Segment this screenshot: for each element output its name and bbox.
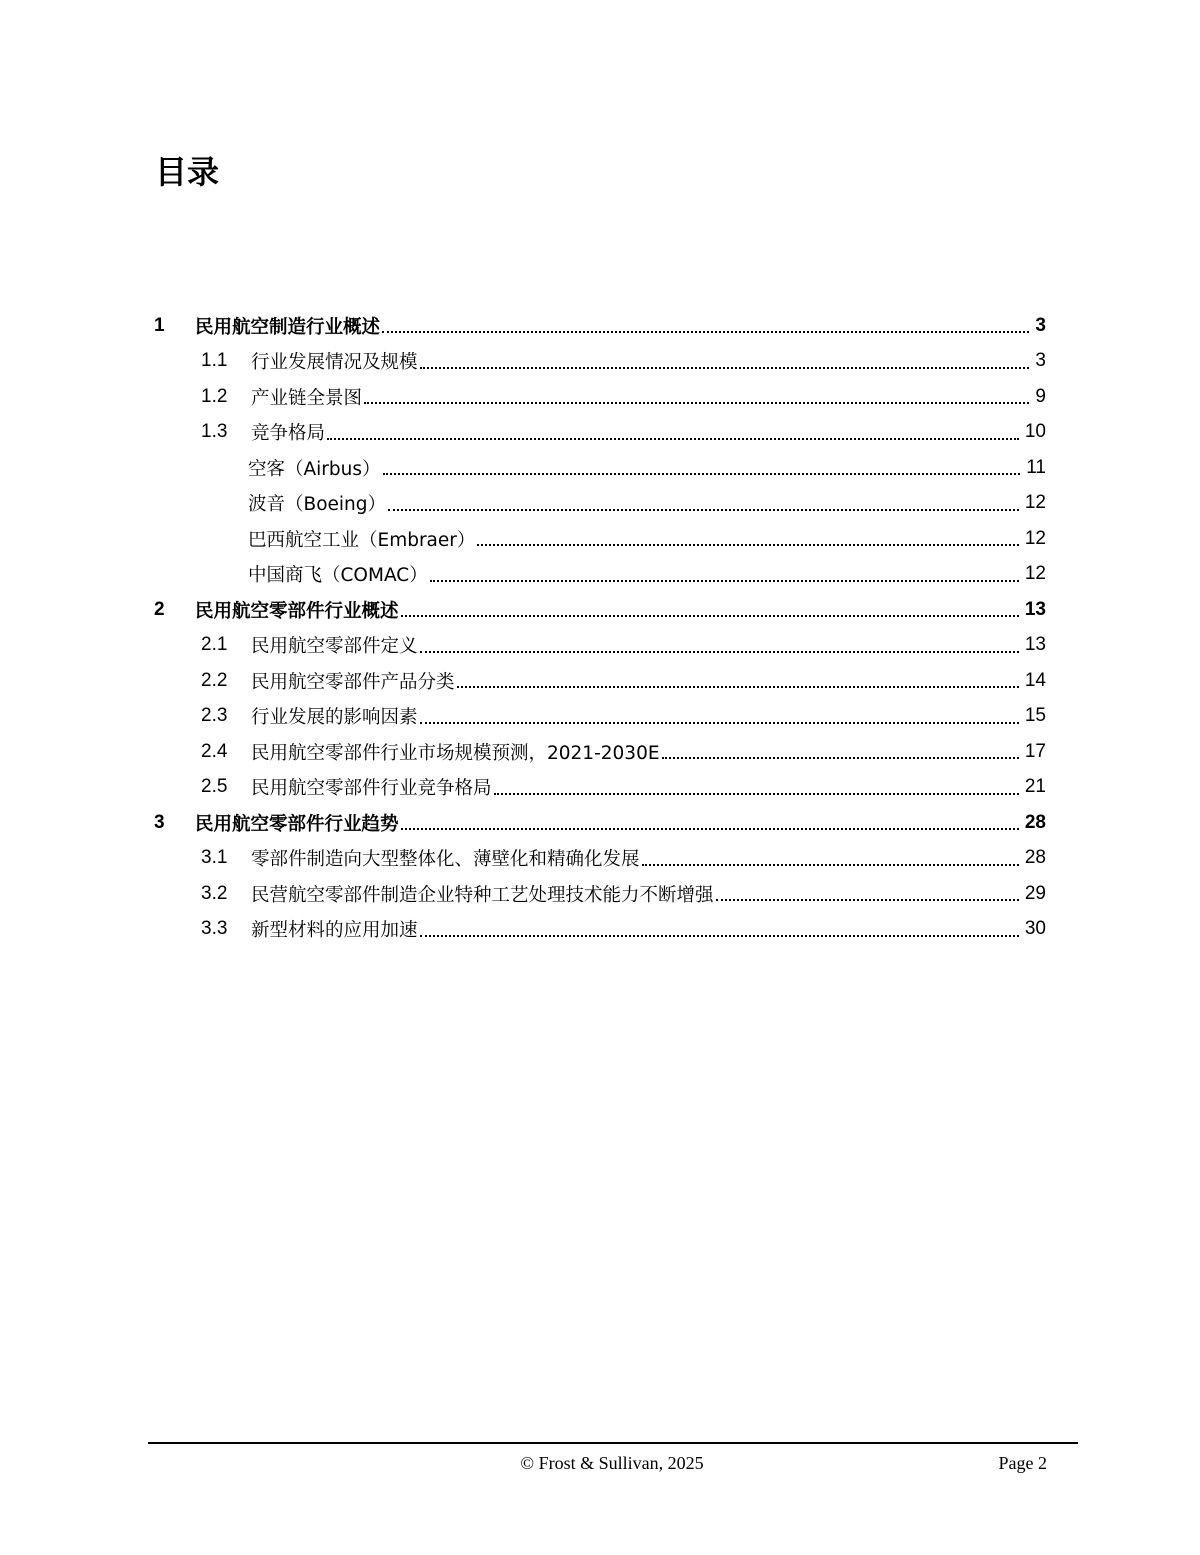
toc-entry[interactable] <box>154 557 1046 593</box>
toc-dot-leader <box>383 472 1021 475</box>
toc-dot-leader <box>662 756 1019 759</box>
toc-dot-leader <box>382 330 1029 333</box>
toc-entry-page: 12 <box>1024 527 1046 549</box>
toc-entry-page: 3 <box>1035 350 1046 372</box>
toc-entry-label: 民营航空零部件制造企业特种工艺处理技术能力不断增强 <box>251 884 714 906</box>
toc-entry-number: 1.1 <box>201 350 228 372</box>
toc-dot-leader <box>457 685 1019 688</box>
toc-entry-number: 2 <box>154 598 165 620</box>
toc-entry-number: 1.2 <box>201 385 228 407</box>
toc-entry-page: 15 <box>1024 705 1046 727</box>
toc-entry-page: 17 <box>1024 740 1046 762</box>
footer-divider <box>148 1442 1078 1444</box>
toc-dot-leader <box>430 579 1019 582</box>
toc-entry-page: 10 <box>1024 421 1046 443</box>
toc-dot-leader <box>420 721 1019 724</box>
toc-entry-page: 9 <box>1035 385 1046 407</box>
toc-entry-number: 2.4 <box>201 740 228 762</box>
toc-entry-number: 2.2 <box>201 669 228 691</box>
toc-entry-label: 中国商飞（COMAC） <box>248 565 428 587</box>
page-title: 目录 <box>155 153 220 191</box>
toc-entry[interactable] <box>154 663 1046 699</box>
toc-dot-leader <box>327 437 1019 440</box>
toc-entry-page: 12 <box>1024 563 1046 585</box>
toc-entry-label: 民用航空零部件行业市场规模预测，2021-2030E <box>251 742 660 764</box>
toc-entry[interactable] <box>154 344 1046 380</box>
toc-entry-number: 3.3 <box>201 918 228 940</box>
toc-entry-label: 产业链全景图 <box>251 387 363 409</box>
toc-entry-number: 2.3 <box>201 705 228 727</box>
toc-dot-leader <box>388 508 1019 511</box>
toc-entry[interactable] <box>154 841 1046 877</box>
toc-dot-leader <box>420 934 1019 937</box>
toc-entry-label: 竞争格局 <box>251 423 326 445</box>
toc-dot-leader <box>494 792 1019 795</box>
toc-entry-number: 1.3 <box>201 421 228 443</box>
toc-entry-page: 3 <box>1035 314 1046 336</box>
toc-entry-page: 11 <box>1026 456 1046 478</box>
toc-entry[interactable] <box>154 415 1046 451</box>
toc-entry-page: 29 <box>1024 882 1046 904</box>
toc-entry-label: 民用航空制造行业概述 <box>195 316 381 338</box>
toc-entry[interactable] <box>154 734 1046 770</box>
toc-entry-label: 巴西航空工业（Embraer） <box>248 529 476 551</box>
toc-entry-number: 2.1 <box>201 634 228 656</box>
toc-entry-page: 21 <box>1024 776 1046 798</box>
toc-entry-label: 新型材料的应用加速 <box>251 920 418 942</box>
toc-entry-number: 3.2 <box>201 882 228 904</box>
toc-dot-leader <box>420 650 1019 653</box>
toc-entry[interactable] <box>154 592 1046 628</box>
toc-dot-leader <box>642 863 1019 866</box>
toc-entry-page: 28 <box>1024 811 1046 833</box>
toc-entry-number: 2.5 <box>201 776 228 798</box>
footer-page-number: Page 2 <box>998 1453 1047 1473</box>
toc-entry-label: 行业发展的影响因素 <box>251 707 418 729</box>
toc-entry-page: 30 <box>1024 918 1046 940</box>
toc-entry-label: 民用航空零部件定义 <box>251 636 418 658</box>
toc-entry-number: 1 <box>154 314 165 336</box>
toc-entry-label: 民用航空零部件行业概述 <box>195 600 399 622</box>
toc-entry-label: 民用航空零部件行业竞争格局 <box>251 778 492 800</box>
toc-entry-page: 28 <box>1024 847 1046 869</box>
toc-entry[interactable] <box>154 912 1046 948</box>
toc-entry-label: 空客（Airbus） <box>248 458 381 480</box>
toc-entry-number: 3 <box>154 811 165 833</box>
toc-dot-leader <box>420 366 1030 369</box>
toc-dot-leader <box>477 543 1018 546</box>
toc-entry[interactable] <box>154 876 1046 912</box>
toc-entry-page: 13 <box>1024 598 1046 620</box>
toc-entry[interactable] <box>154 308 1046 344</box>
toc-entry-page: 13 <box>1024 634 1046 656</box>
toc-dot-leader <box>364 401 1029 404</box>
toc-entry[interactable] <box>154 521 1046 557</box>
toc-entry[interactable] <box>154 486 1046 522</box>
toc-entry[interactable] <box>154 628 1046 664</box>
toc-entry-page: 14 <box>1024 669 1046 691</box>
toc-entry-label: 民用航空零部件行业趋势 <box>195 813 399 835</box>
toc-entry-label: 波音（Boeing） <box>248 494 387 516</box>
footer-copyright: © Frost & Sullivan, 2025 <box>520 1453 704 1473</box>
toc-entry-page: 12 <box>1024 492 1046 514</box>
toc-entry-label: 零部件制造向大型整体化、薄壁化和精确化发展 <box>251 849 640 871</box>
table-of-contents <box>154 308 1046 947</box>
toc-entry[interactable] <box>154 699 1046 735</box>
toc-dot-leader <box>401 614 1019 617</box>
toc-entry-number: 3.1 <box>201 847 228 869</box>
toc-dot-leader <box>716 898 1019 901</box>
toc-entry-label: 民用航空零部件产品分类 <box>251 671 455 693</box>
toc-entry[interactable] <box>154 379 1046 415</box>
toc-dot-leader <box>401 827 1019 830</box>
toc-entry-label: 行业发展情况及规模 <box>251 352 418 374</box>
toc-entry[interactable] <box>154 450 1046 486</box>
toc-entry[interactable] <box>154 770 1046 806</box>
toc-entry[interactable] <box>154 805 1046 841</box>
